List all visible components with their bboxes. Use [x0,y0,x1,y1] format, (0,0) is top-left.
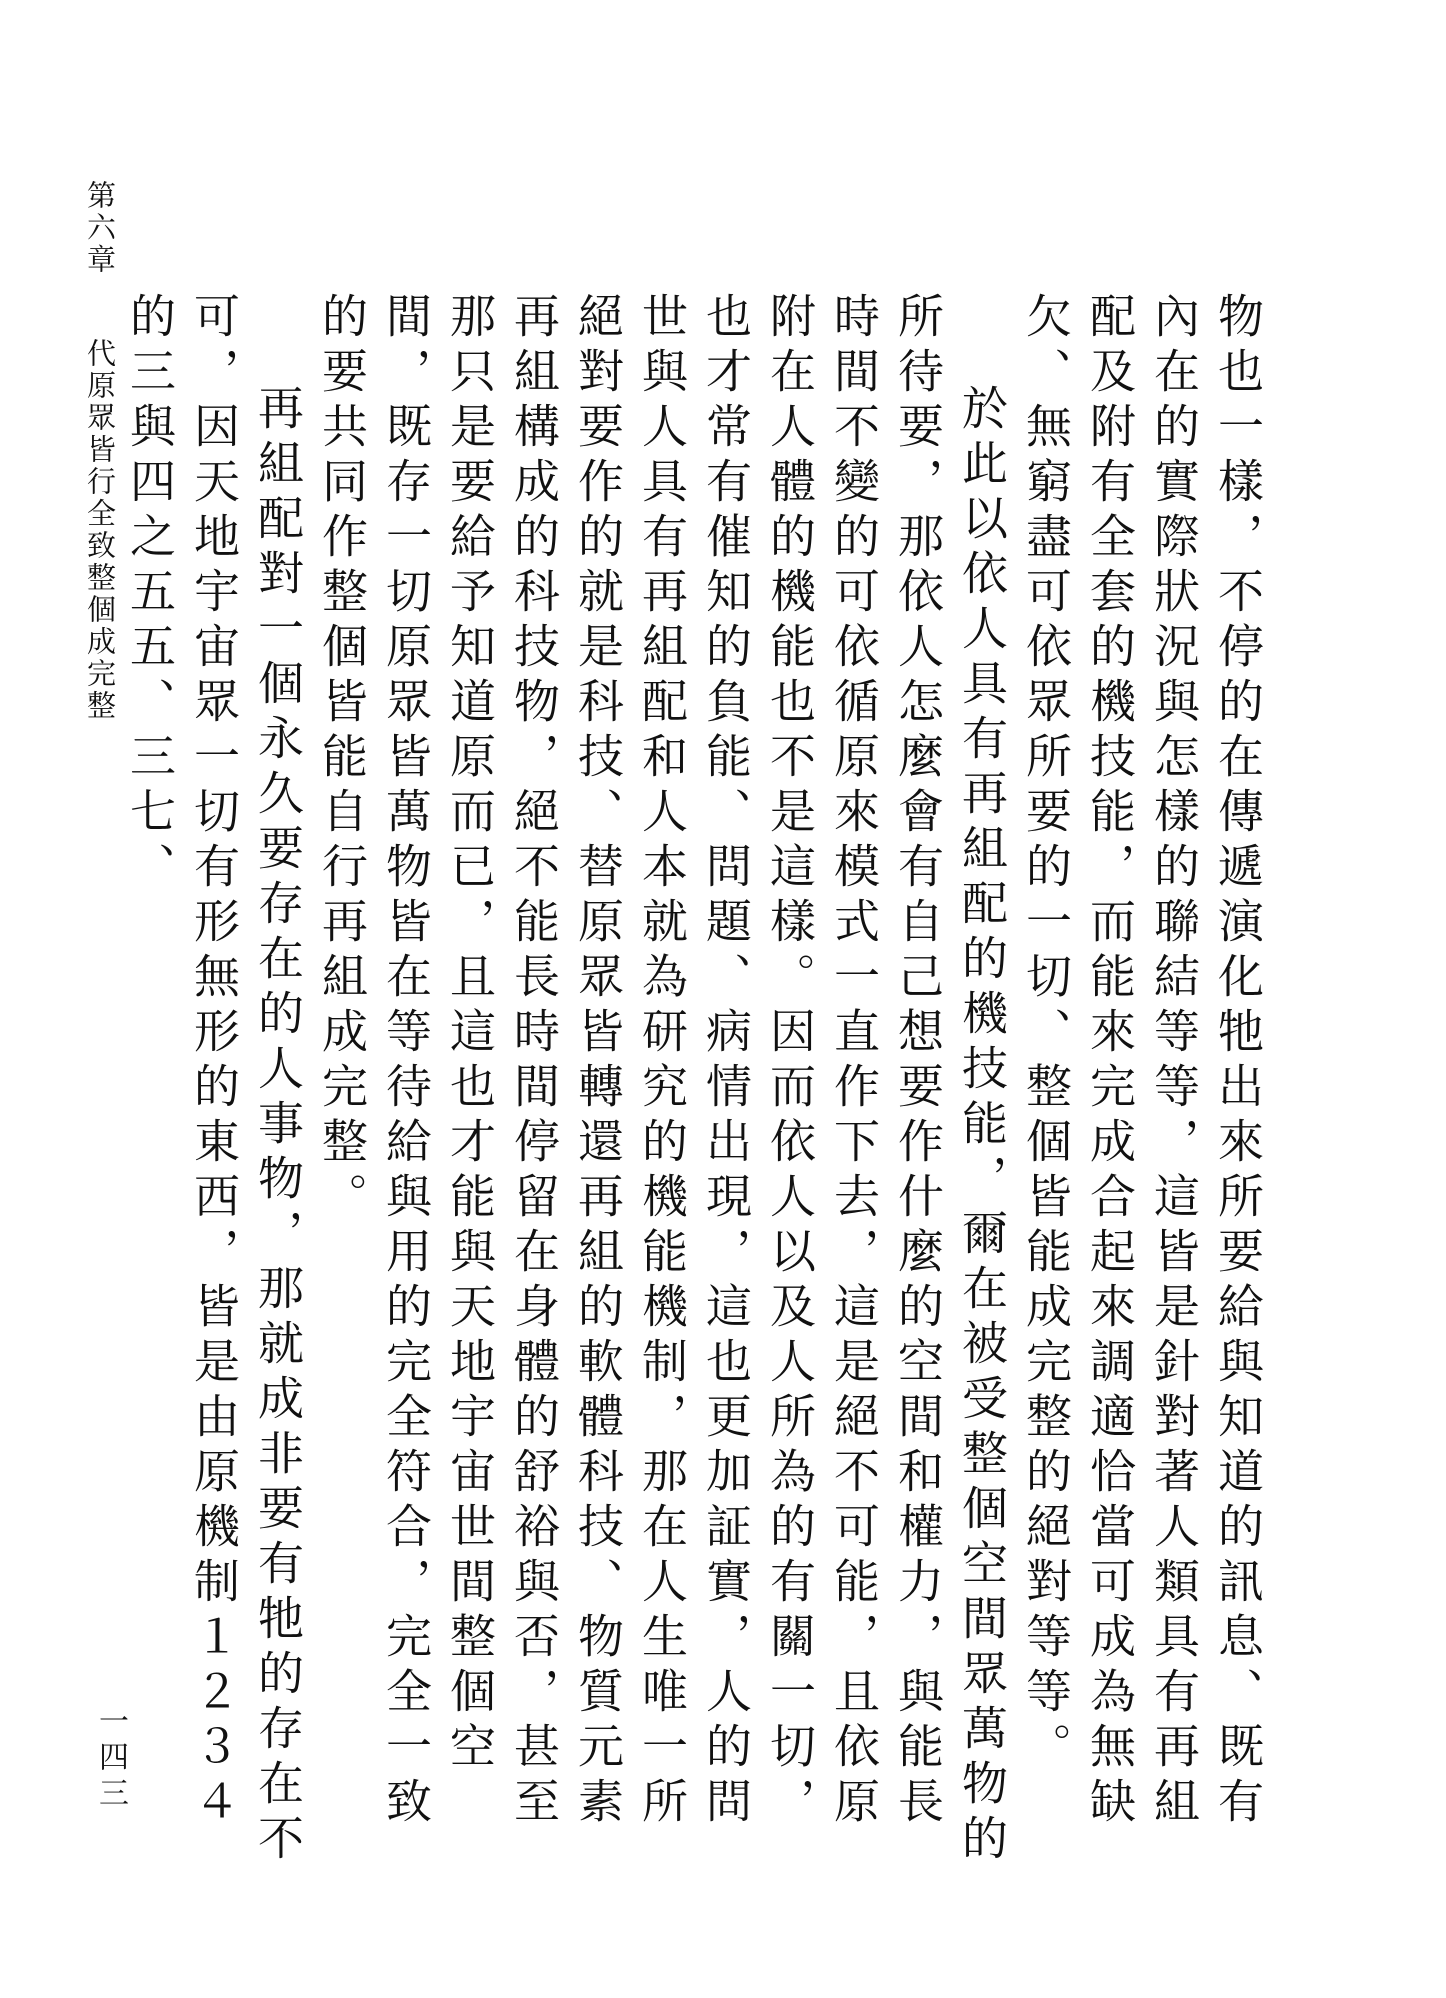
running-header [80,180,120,880]
paragraph: 再組配對一個永久要存在的人事物，那就成非要有牠的存在不可，因天地宇宙眾一切有形無形的東西，皆是由原機制１２３４的三與四之五五、三七、 [123,292,305,1869]
body-text [123,292,1270,1872]
paragraph: 於此以依人具有再組配的機技能，爾在被受整個空間眾萬物的所待要，那依人怎麼會有自己想要作什麼的空間和權力，與能長時間不變的可依循原來模式一直作下去，這是絕不可能，且依原附在人體的機能也不是這樣。因而依人以及人所為的有關一切，也才常有催知的負能、問題、病情出現，這也更加証實，人的問世與人具有再組配和人本就為研究的機能機制，那在人生唯一所絕對要作的就是科技、替原眾皆轉還再組的軟體科技、物質元素再組構成的科技物，絕不能長時間停留在身體的舒裕與否，甚至那只是要給予知道原而已，且這也才能與天地宇宙世間整個空間，既存一切原眾皆萬物皆在等待給與用的完全符合，完全一致的要共同作整個皆能自行再組成完整。 [315,292,1009,1869]
chapter-title: 代原眾皆行全致整個成完整 [83,338,117,722]
page-number: 一四三 [93,1705,128,1813]
chapter-label: 第六章 [83,180,117,276]
paragraph-continuation: 物也一樣，不停的在傳遞演化牠出來所要給與知道的訊息、既有內在的實際狀況與怎樣的聯結等等，這皆是針對著人類具有再組配及附有全套的機技能，而能來完成合起來調適恰當可成為無缺欠、無窮盡可依眾所要的一切、整個皆能成完整的絕對等等。 [1019,292,1265,1832]
